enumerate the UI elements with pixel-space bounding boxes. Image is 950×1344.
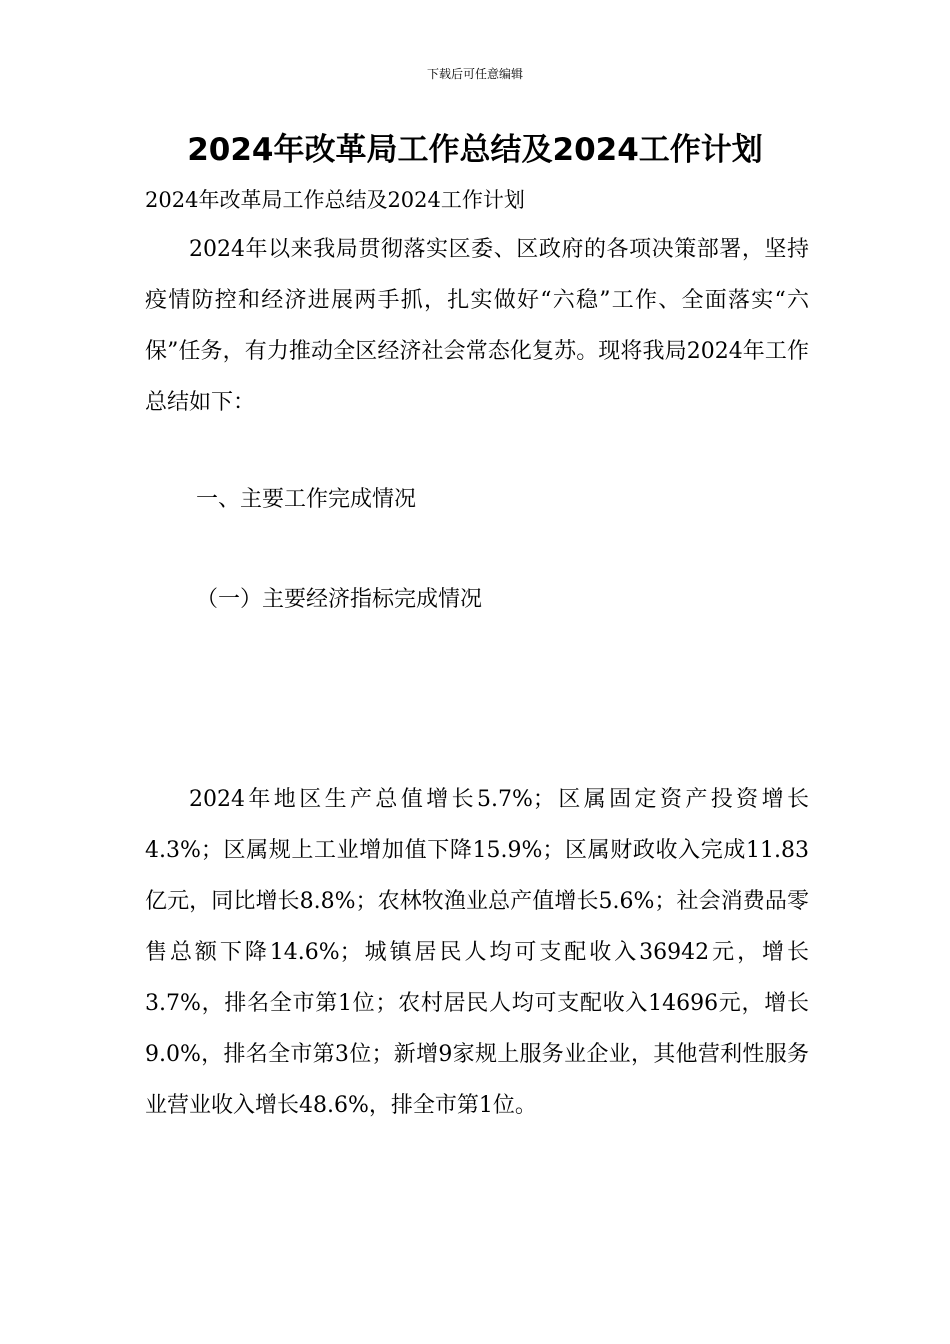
header-note: 下载后可任意编辑 [426, 67, 523, 81]
document-title: 2024年改革局工作总结及2024工作计划 [187, 132, 763, 168]
document-subtitle: 2024年改革局工作总结及2024工作计划 [145, 188, 525, 212]
subsection-heading-economic-indicators: （一）主要经济指标完成情况 [196, 587, 483, 612]
intro-paragraph: 2024年以来我局贯彻落实区委、区政府的各项决策部署，坚持疫情防控和经济进展两手抓，扎实做好“六稳”工作、全面落实“六保”任务，有力推动全区经济社会常态化复苏。现将我局2024年工作总结如下： [145, 237, 809, 415]
indicators-paragraph: 2024年地区生产总值增长5.7%；区属固定资产投资增长4.3%；区属规上工业增加值下降15.9%；区属财政收入完成11.83亿元，同比增长8.8%；农林牧渔业总产值增长5.6%；社会消费品零售总额下降14.6%；城镇居民人均可支配收入36942元，增长3.7%，排名全市第1位；农村居民人均可支配收入14696元，增长9.0%，排名全市第3位；新增9家规上服务业企业，其他营利性服务业营业收入增长48.6%，排全市第1位。 [145, 787, 809, 1118]
section-heading-main-work: 一、主要工作完成情况 [196, 487, 417, 512]
